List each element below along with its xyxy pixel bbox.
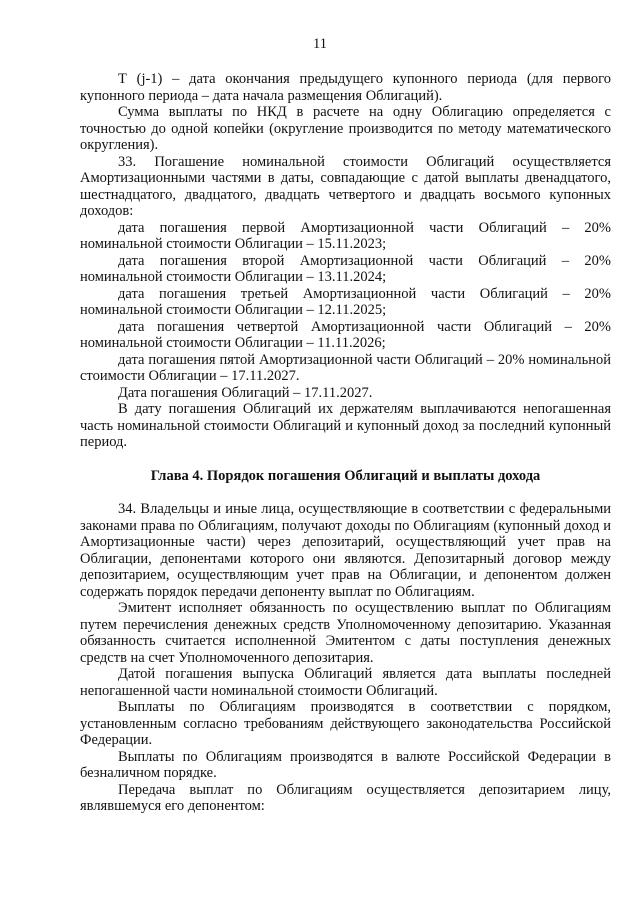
amortization-item-3: дата погашения третьей Амортизационной части Облигаций – 20% номинальной стоимости Облигации – 12.11.2025;: [80, 285, 611, 318]
paragraph-redemption-date: Датой погашения выпуска Облигаций является дата выплаты последней непогашенной части номинальной стоимости Облигаций.: [80, 666, 611, 699]
paragraph-clause-33: 33. Погашение номинальной стоимости Облигаций осуществляется Амортизационными частями в даты, совпадающие с датой выплаты двенадцатого, шестнадцатого, двадцатого, двадцать четвертого и двадцать восьмого купонных доходов:: [80, 153, 611, 219]
paragraph-payment-transfer: Передача выплат по Облигациям осуществляется депозитарием лицу, являвшемуся его депонентом:: [80, 781, 611, 814]
paragraph-payment-law: Выплаты по Облигациям производятся в соответствии с порядком, установленным согласно требованиям действующего законодательства Российской Федерации.: [80, 699, 611, 748]
paragraph-t-j1: Т (j-1) – дата окончания предыдущего купонного периода (для первого купонного периода – дата начала размещения Облигаций).: [80, 71, 611, 104]
amortization-item-2: дата погашения второй Амортизационной части Облигаций – 20% номинальной стоимости Облигации – 13.11.2024;: [80, 252, 611, 285]
paragraph-maturity-payment: В дату погашения Облигаций их держателям выплачиваются непогашенная часть номинальной стоимости Облигаций и купонный доход за последний купонный период.: [80, 401, 611, 450]
amortization-item-1: дата погашения первой Амортизационной части Облигаций – 20% номинальной стоимости Облигации – 15.11.2023;: [80, 219, 611, 252]
chapter-heading: Глава 4. Порядок погашения Облигаций и выплаты дохода: [150, 467, 541, 484]
document-body: [80, 71, 611, 815]
paragraph-clause-34: 34. Владельцы и иные лица, осуществляющие в соответствии с федеральными законами права по Облигациям, получают доходы по Облигациям (купонный доход и Амортизационные части) через депозитарий, осуществляющий учет прав на Облигации, депонентами которого они являются. Депозитарный договор между депозитарием, осуществляющим учет прав на Облигации, и депонентом должен содержать порядок передачи депоненту выплат по Облигациям.: [80, 501, 611, 600]
amortization-item-4: дата погашения четвертой Амортизационной части Облигаций – 20% номинальной стоимости Облигации – 11.11.2026;: [80, 318, 611, 351]
paragraph-issuer-obligation: Эмитент исполняет обязанность по осуществлению выплат по Облигациям путем перечисления денежных средств Уполномоченному депозитарию. Указанная обязанность считается исполненной Эмитентом с даты поступления денежных средств на счет Уполномоченного депозитария.: [80, 600, 611, 666]
paragraph-maturity-date: Дата погашения Облигаций – 17.11.2027.: [118, 384, 373, 401]
amortization-item-5: дата погашения пятой Амортизационной части Облигаций – 20% номинальной стоимости Облигации – 17.11.2027.: [80, 351, 611, 384]
paragraph-nkd-rounding: Сумма выплаты по НКД в расчете на одну Облигацию определяется с точностью до одной копейки (округление производится по методу математического округления).: [80, 104, 611, 153]
page-number: 11: [313, 36, 327, 52]
paragraph-payment-currency: Выплаты по Облигациям производятся в валюте Российской Федерации в безналичном порядке.: [80, 748, 611, 781]
